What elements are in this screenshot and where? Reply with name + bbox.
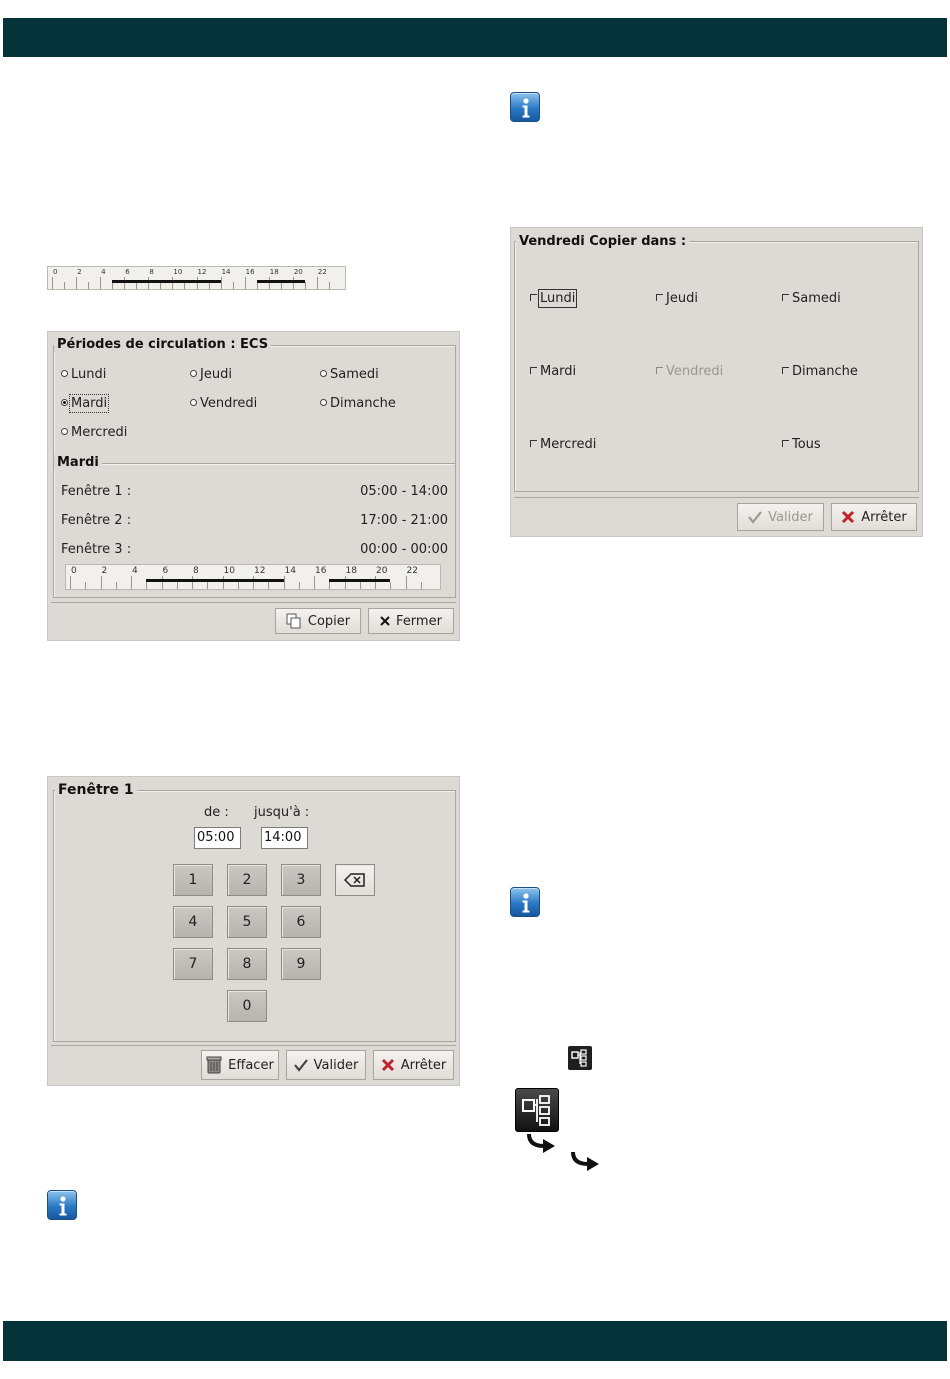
info-icon — [510, 92, 540, 122]
timeline-tick — [70, 576, 71, 589]
timeline-hour-label: 20 — [376, 566, 388, 576]
window-3-value: 00:00 - 00:00 — [360, 542, 448, 557]
timeline-hour-label: 6 — [125, 268, 130, 276]
timeline-tick — [52, 277, 53, 289]
timeline-active-period — [112, 280, 220, 283]
ecs-panel-title: Périodes de circulation : ECS — [54, 337, 271, 352]
backspace-key[interactable] — [335, 864, 375, 896]
radio-vendredi[interactable]: Vendredi — [190, 396, 257, 411]
timeline-tick — [76, 277, 77, 289]
timeline-hour-label: 6 — [162, 566, 169, 576]
timeline-tick — [281, 282, 282, 289]
radio-mercredi[interactable]: Mercredi — [61, 425, 127, 440]
timeline-tick — [100, 277, 101, 289]
timeline-tick — [101, 576, 102, 589]
from-label: de : — [204, 805, 229, 820]
arrow-right-icon — [570, 1150, 602, 1172]
from-time-input[interactable]: 05:00 — [194, 827, 241, 849]
window-panel-title: Fenêtre 1 — [55, 782, 137, 798]
timeline-active-period — [329, 579, 390, 582]
timeline-tick — [112, 282, 113, 289]
key-7[interactable]: 7 — [173, 948, 213, 980]
validate-button[interactable]: Valider — [286, 1050, 366, 1080]
stop-button[interactable]: Arrêter — [373, 1050, 454, 1080]
timeline-small — [47, 266, 346, 290]
timeline-hour-label: 22 — [406, 566, 418, 576]
window-2-label: Fenêtre 2 : — [61, 513, 132, 528]
copy-icon — [286, 613, 302, 629]
validate-button[interactable]: Valider — [737, 503, 824, 531]
key-8[interactable]: 8 — [227, 948, 267, 980]
trash-icon — [206, 1056, 222, 1074]
check-tous[interactable]: Tous — [782, 437, 821, 452]
timeline-tick — [160, 282, 161, 289]
radio-lundi[interactable]: Lundi — [61, 367, 106, 382]
copy-to-panel — [510, 227, 923, 537]
info-icon — [47, 1190, 77, 1220]
timeline-tick — [329, 282, 330, 289]
check-lundi[interactable]: Lundi — [530, 291, 575, 306]
timeline-tick — [64, 282, 65, 289]
key-1[interactable]: 1 — [173, 864, 213, 896]
timeline-hour-label: 4 — [132, 566, 138, 576]
timeline-hour-label: 22 — [317, 268, 327, 276]
timeline-hour-label: 14 — [221, 268, 231, 276]
key-6[interactable]: 6 — [281, 906, 321, 938]
timeline-hour-label: 10 — [173, 268, 183, 276]
timeline-active-period — [146, 579, 283, 582]
day-section-title: Mardi — [54, 455, 102, 470]
timeline-tick — [233, 282, 234, 289]
timeline-hour-label: 14 — [284, 566, 296, 576]
window-edit-panel — [47, 776, 460, 1086]
timeline-tick — [85, 582, 86, 589]
clear-button[interactable]: Effacer — [201, 1050, 279, 1080]
window-2-value: 17:00 - 21:00 — [360, 513, 448, 528]
copy-panel-title: Vendredi Copier dans : — [516, 234, 689, 249]
timeline-tick — [184, 282, 185, 289]
close-icon — [380, 616, 390, 626]
timeline-tick — [390, 582, 391, 589]
timeline-tick — [305, 282, 306, 289]
timeline-tick — [314, 576, 315, 589]
to-label: jusqu'à : — [254, 805, 310, 820]
window-1-value: 05:00 - 14:00 — [360, 484, 448, 499]
arrow-right-icon — [526, 1132, 558, 1154]
timeline-active-period — [257, 280, 305, 283]
timeline-tick — [88, 282, 89, 289]
timeline-tick — [345, 576, 346, 589]
radio-jeudi[interactable]: Jeudi — [190, 367, 232, 382]
timeline-hour-label: 8 — [193, 566, 199, 576]
backspace-icon — [344, 873, 366, 887]
ecs-periods-panel — [47, 331, 460, 641]
info-icon — [510, 887, 540, 917]
timeline-tick — [253, 576, 254, 589]
timeline-hour-label: 18 — [345, 566, 357, 576]
window-1-label: Fenêtre 1 : — [61, 484, 132, 499]
bottom-footer-bar — [3, 1321, 947, 1361]
tree-structure-icon — [568, 1046, 592, 1070]
timeline-tick — [299, 582, 300, 589]
timeline-tick — [209, 282, 210, 289]
check-mercredi[interactable]: Mercredi — [530, 437, 596, 452]
timeline-tick — [421, 582, 422, 589]
close-icon — [841, 510, 855, 524]
timeline-tick — [238, 582, 239, 589]
timeline-tick — [116, 582, 117, 589]
timeline-hour-label: 16 — [245, 268, 255, 276]
timeline-tick — [131, 576, 132, 589]
timeline-hour-label: 0 — [53, 268, 58, 276]
timeline-tick — [192, 576, 193, 589]
timeline-hour-label: 10 — [223, 566, 235, 576]
timeline-hour-label: 18 — [269, 268, 279, 276]
timeline-tick — [360, 582, 361, 589]
timeline-tick — [207, 582, 208, 589]
timeline-hour-label: 12 — [254, 566, 266, 576]
timeline-tick — [245, 277, 246, 289]
key-0[interactable]: 0 — [227, 990, 267, 1022]
timeline-hour-label: 2 — [101, 566, 108, 576]
stop-button[interactable]: Arrêter — [831, 503, 917, 531]
timeline-tick — [406, 576, 407, 589]
check-samedi[interactable]: Samedi — [782, 291, 841, 306]
timeline-tick — [177, 582, 178, 589]
timeline-tick — [162, 576, 163, 589]
timeline-hour-label: 4 — [101, 268, 106, 276]
radio-mardi[interactable]: Mardi — [61, 396, 107, 411]
top-header-bar — [3, 18, 947, 57]
timeline-tick — [268, 582, 269, 589]
radio-dimanche[interactable]: Dimanche — [320, 396, 396, 411]
window-3-label: Fenêtre 3 : — [61, 542, 132, 557]
key-5[interactable]: 5 — [227, 906, 267, 938]
timeline-tick — [223, 576, 224, 589]
timeline-hour-label: 20 — [293, 268, 303, 276]
timeline-tick — [375, 576, 376, 589]
timeline-hour-label: 12 — [197, 268, 207, 276]
timeline-tick — [284, 576, 285, 589]
timeline-day — [65, 564, 441, 590]
timeline-hour-label: 16 — [315, 566, 327, 576]
radio-samedi[interactable]: Samedi — [320, 367, 379, 382]
close-button[interactable]: Fermer — [368, 608, 454, 634]
check-icon — [294, 1058, 308, 1072]
timeline-tick — [257, 282, 258, 289]
timeline-hour-label: 2 — [77, 268, 82, 276]
key-4[interactable]: 4 — [173, 906, 213, 938]
timeline-tick — [317, 277, 318, 289]
check-vendredi: Vendredi — [656, 364, 723, 379]
check-mardi[interactable]: Mardi — [530, 364, 576, 379]
key-3[interactable]: 3 — [281, 864, 321, 896]
check-icon — [748, 510, 762, 524]
key-2[interactable]: 2 — [227, 864, 267, 896]
check-jeudi[interactable]: Jeudi — [656, 291, 698, 306]
close-icon — [381, 1058, 395, 1072]
timeline-tick — [146, 582, 147, 589]
timeline-hour-label: 8 — [149, 268, 154, 276]
to-time-input[interactable]: 14:00 — [261, 827, 308, 849]
timeline-tick — [136, 282, 137, 289]
timeline-hour-label: 0 — [71, 566, 77, 576]
timeline-tick — [221, 277, 222, 289]
timeline-tick — [329, 582, 330, 589]
key-9[interactable]: 9 — [281, 948, 321, 980]
copy-button[interactable]: Copier — [275, 608, 361, 634]
tree-structure-icon[interactable] — [515, 1088, 559, 1132]
check-dimanche[interactable]: Dimanche — [782, 364, 858, 379]
